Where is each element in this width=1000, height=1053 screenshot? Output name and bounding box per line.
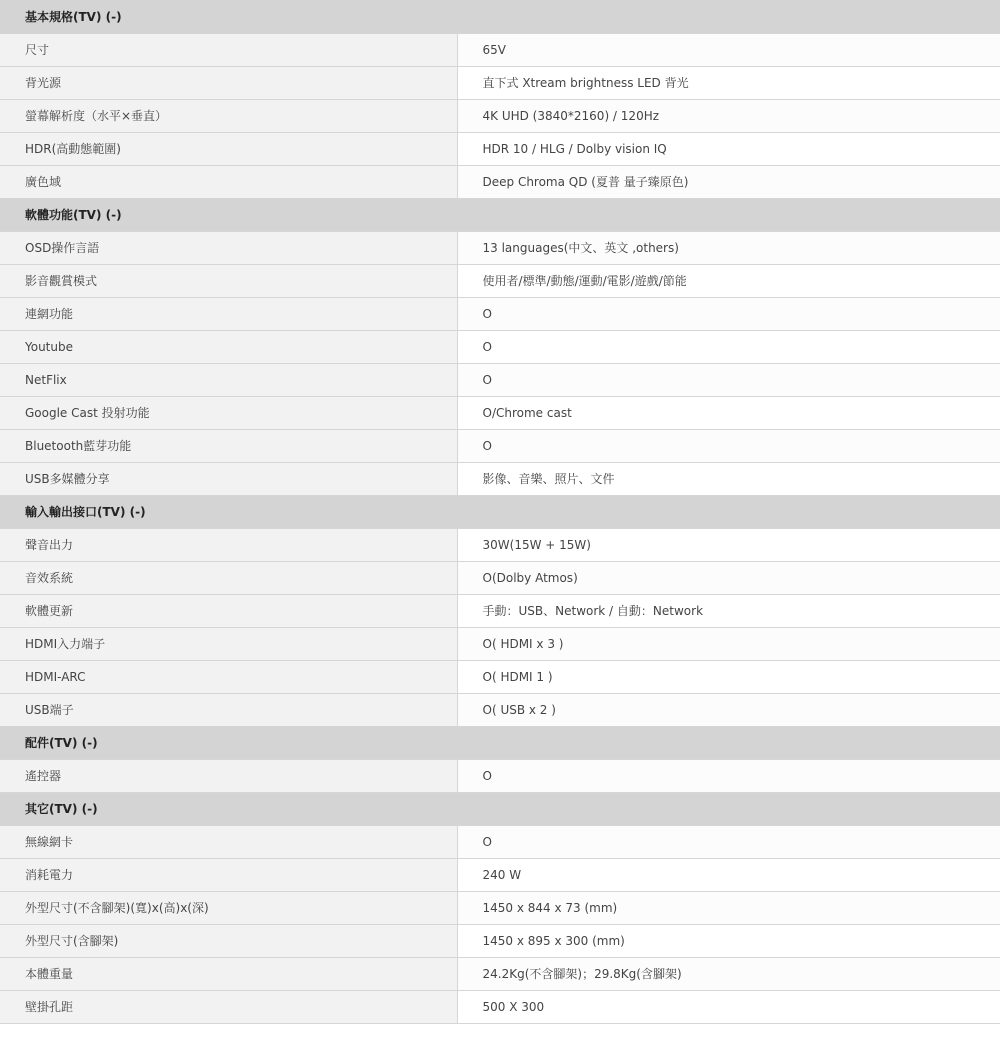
spec-label: 遙控器 bbox=[0, 759, 457, 792]
spec-label: 影音觀賞模式 bbox=[0, 264, 457, 297]
spec-value: O bbox=[457, 330, 1000, 363]
spec-label: USB端子 bbox=[0, 693, 457, 726]
table-row bbox=[0, 462, 1000, 495]
spec-label: 尺寸 bbox=[0, 33, 457, 66]
spec-value: 手動：USB、Network / 自動：Network bbox=[457, 594, 1000, 627]
spec-label: 消耗電力 bbox=[0, 858, 457, 891]
spec-label: HDMI入力端子 bbox=[0, 627, 457, 660]
spec-label: 軟體更新 bbox=[0, 594, 457, 627]
table-row bbox=[0, 660, 1000, 693]
spec-value: O( USB x 2 ) bbox=[457, 693, 1000, 726]
spec-label: 廣色域 bbox=[0, 165, 457, 198]
spec-label: USB多媒體分享 bbox=[0, 462, 457, 495]
spec-value: 1450 x 895 x 300 (mm) bbox=[457, 924, 1000, 957]
section-header bbox=[0, 792, 1000, 825]
table-row bbox=[0, 825, 1000, 858]
table-row bbox=[0, 924, 1000, 957]
spec-value: O bbox=[457, 297, 1000, 330]
spec-value: O(Dolby Atmos) bbox=[457, 561, 1000, 594]
table-row bbox=[0, 132, 1000, 165]
spec-value: Deep Chroma QD (夏普 量子臻原色) bbox=[457, 165, 1000, 198]
table-row bbox=[0, 330, 1000, 363]
table-row bbox=[0, 693, 1000, 726]
spec-label: Bluetooth藍芽功能 bbox=[0, 429, 457, 462]
table-row bbox=[0, 165, 1000, 198]
spec-label: Google Cast 投射功能 bbox=[0, 396, 457, 429]
table-row bbox=[0, 528, 1000, 561]
spec-value: 24.2Kg(不含腳架)；29.8Kg(含腳架) bbox=[457, 957, 1000, 990]
spec-value: HDR 10 / HLG / Dolby vision IQ bbox=[457, 132, 1000, 165]
spec-value: O bbox=[457, 825, 1000, 858]
spec-value: O( HDMI x 3 ) bbox=[457, 627, 1000, 660]
spec-value: O/Chrome cast bbox=[457, 396, 1000, 429]
spec-label: 無線網卡 bbox=[0, 825, 457, 858]
spec-label: 螢幕解析度（水平×垂直） bbox=[0, 99, 457, 132]
spec-value: O( HDMI 1 ) bbox=[457, 660, 1000, 693]
spec-value: 13 languages(中文、英文 ,others) bbox=[457, 231, 1000, 264]
section-header bbox=[0, 495, 1000, 528]
table-row bbox=[0, 429, 1000, 462]
spec-label: 壁掛孔距 bbox=[0, 990, 457, 1023]
table-row bbox=[0, 264, 1000, 297]
section-title: 配件(TV) (-) bbox=[0, 726, 1000, 759]
spec-label: 背光源 bbox=[0, 66, 457, 99]
table-row bbox=[0, 396, 1000, 429]
table-row bbox=[0, 891, 1000, 924]
section-header bbox=[0, 0, 1000, 33]
table-row bbox=[0, 66, 1000, 99]
spec-label: 外型尺寸(含腳架) bbox=[0, 924, 457, 957]
table-row bbox=[0, 33, 1000, 66]
spec-label: 連網功能 bbox=[0, 297, 457, 330]
spec-value: 直下式 Xtream brightness LED 背光 bbox=[457, 66, 1000, 99]
section-header bbox=[0, 726, 1000, 759]
spec-label: 本體重量 bbox=[0, 957, 457, 990]
section-title: 軟體功能(TV) (-) bbox=[0, 198, 1000, 231]
spec-value: 4K UHD (3840*2160) / 120Hz bbox=[457, 99, 1000, 132]
section-header bbox=[0, 198, 1000, 231]
table-row bbox=[0, 957, 1000, 990]
table-row bbox=[0, 231, 1000, 264]
spec-value: O bbox=[457, 759, 1000, 792]
section-title: 基本規格(TV) (-) bbox=[0, 0, 1000, 33]
spec-label: NetFlix bbox=[0, 363, 457, 396]
table-row bbox=[0, 561, 1000, 594]
spec-value: 1450 x 844 x 73 (mm) bbox=[457, 891, 1000, 924]
spec-label: 音效系統 bbox=[0, 561, 457, 594]
table-row bbox=[0, 759, 1000, 792]
section-title: 輸入輸出接口(TV) (-) bbox=[0, 495, 1000, 528]
table-row bbox=[0, 363, 1000, 396]
spec-label: Youtube bbox=[0, 330, 457, 363]
spec-value: 500 X 300 bbox=[457, 990, 1000, 1023]
spec-value: 30W(15W + 15W) bbox=[457, 528, 1000, 561]
spec-value: 使用者/標準/動態/運動/電影/遊戲/節能 bbox=[457, 264, 1000, 297]
table-row bbox=[0, 990, 1000, 1023]
table-row bbox=[0, 99, 1000, 132]
spec-label: 外型尺寸(不含腳架)(寬)x(高)x(深) bbox=[0, 891, 457, 924]
spec-value: 240 W bbox=[457, 858, 1000, 891]
spec-label: 聲音出力 bbox=[0, 528, 457, 561]
spec-value: 65V bbox=[457, 33, 1000, 66]
section-title: 其它(TV) (-) bbox=[0, 792, 1000, 825]
table-row bbox=[0, 297, 1000, 330]
spec-label: HDMI-ARC bbox=[0, 660, 457, 693]
table-row bbox=[0, 858, 1000, 891]
table-row bbox=[0, 594, 1000, 627]
table-row bbox=[0, 627, 1000, 660]
spec-value: 影像、音樂、照片、文件 bbox=[457, 462, 1000, 495]
spec-label: OSD操作言語 bbox=[0, 231, 457, 264]
spec-value: O bbox=[457, 429, 1000, 462]
spec-value: O bbox=[457, 363, 1000, 396]
spec-label: HDR(高動態範圍) bbox=[0, 132, 457, 165]
